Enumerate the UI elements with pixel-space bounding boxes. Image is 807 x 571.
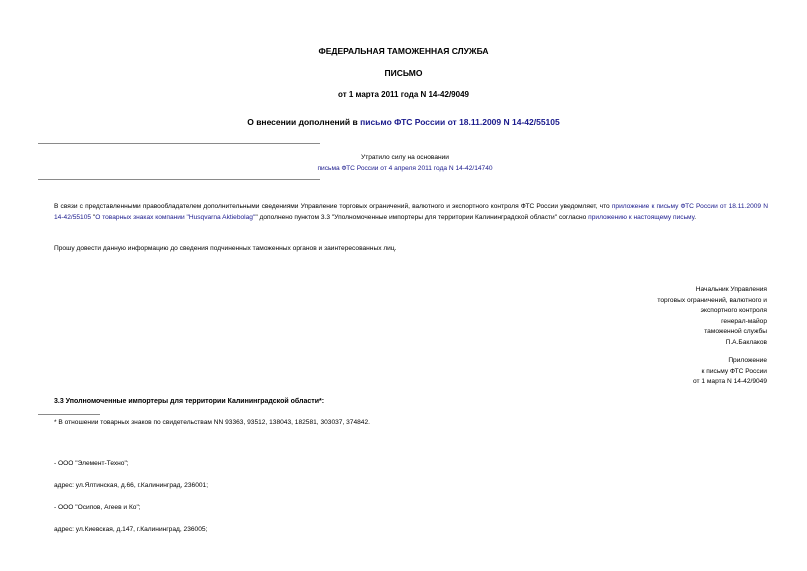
body-paragraph-1 (54, 201, 768, 223)
list-item: адрес: ул.Киевская, д.147, г.Калининград, 236005; (54, 526, 208, 533)
section-title: 3.3 Уполномоченные импортеры для территории Калининградской области*: (54, 398, 325, 405)
signature-block (547, 285, 767, 349)
status-note-line1: Утратило силу на основании (361, 154, 449, 161)
appendix-line: к письму ФТС России (701, 367, 767, 375)
status-note-link[interactable]: письма ФТС России от 4 апреля 2011 года N 14-42/14740 (317, 165, 493, 172)
appendix-header (547, 356, 767, 388)
p1-text-b: " (91, 214, 96, 221)
p1-text-c: " дополнено пунктом 3.3 "Уполномоченные импортеры для территории Калининградской области" согласно (255, 214, 589, 221)
body-paragraph-2: Прошу довести данную информацию до сведения подчиненных таможенных органов и заинтересованных лиц. (54, 245, 397, 252)
list-item: - ООО "Элемент-Техно"; (54, 460, 129, 467)
signature-line: экспортного контроля (700, 307, 767, 315)
appendix-line: от 1 марта N 14-42/9049 (693, 378, 767, 386)
status-note (300, 152, 510, 174)
p1-link-husqvarna[interactable]: О товарных знаках компании "Husqvarna Aktiebolag" (95, 214, 256, 221)
appendix-line: Приложение (728, 357, 767, 364)
signature-line: таможенной службы (704, 328, 767, 336)
subject-link[interactable]: письмо ФТС России от 18.11.2009 N 14-42/55105 (360, 117, 560, 127)
signature-line: П.А.Баклаков (725, 338, 767, 346)
document-date-number: от 1 марта 2011 года N 14-42/9049 (338, 90, 469, 99)
p1-link-appendix[interactable]: приложение к письму ФТС России от 18.11.2009 N 14-42/55105 (54, 203, 768, 221)
footnote-rule (38, 414, 100, 415)
signature-line: торговых ограничений, валютного и (657, 296, 767, 304)
list-item: - ООО "Осипов, Агеев и Ко"; (54, 504, 141, 511)
signature-line: Начальник Управления (695, 286, 767, 293)
signature-line: генерал-майор (721, 317, 767, 325)
p1-link-this-appendix[interactable]: приложению к настоящему письму (588, 214, 695, 221)
document-subject (0, 117, 807, 127)
document-type-heading: ПИСЬМО (384, 68, 423, 78)
list-item: адрес: ул.Ялтинская, д.66, г.Калининград, 236001; (54, 482, 209, 489)
note-bottom-rule (38, 179, 320, 180)
p1-text-d: . (694, 214, 697, 221)
note-top-rule (38, 143, 320, 144)
footnote-text: * В отношении товарных знаков по свидетельствам NN 93363, 93512, 138043, 182581, 303037, 374842. (54, 419, 370, 426)
p1-text-a: В связи с представленными правообладателем дополнительными сведениями Управление торговых ограничений, валютного и экспортного контроля ФТС России уведомляет, что (54, 203, 612, 210)
subject-prefix: О внесении дополнений в (247, 117, 361, 127)
organization-heading: ФЕДЕРАЛЬНАЯ ТАМОЖЕННАЯ СЛУЖБА (318, 46, 489, 56)
